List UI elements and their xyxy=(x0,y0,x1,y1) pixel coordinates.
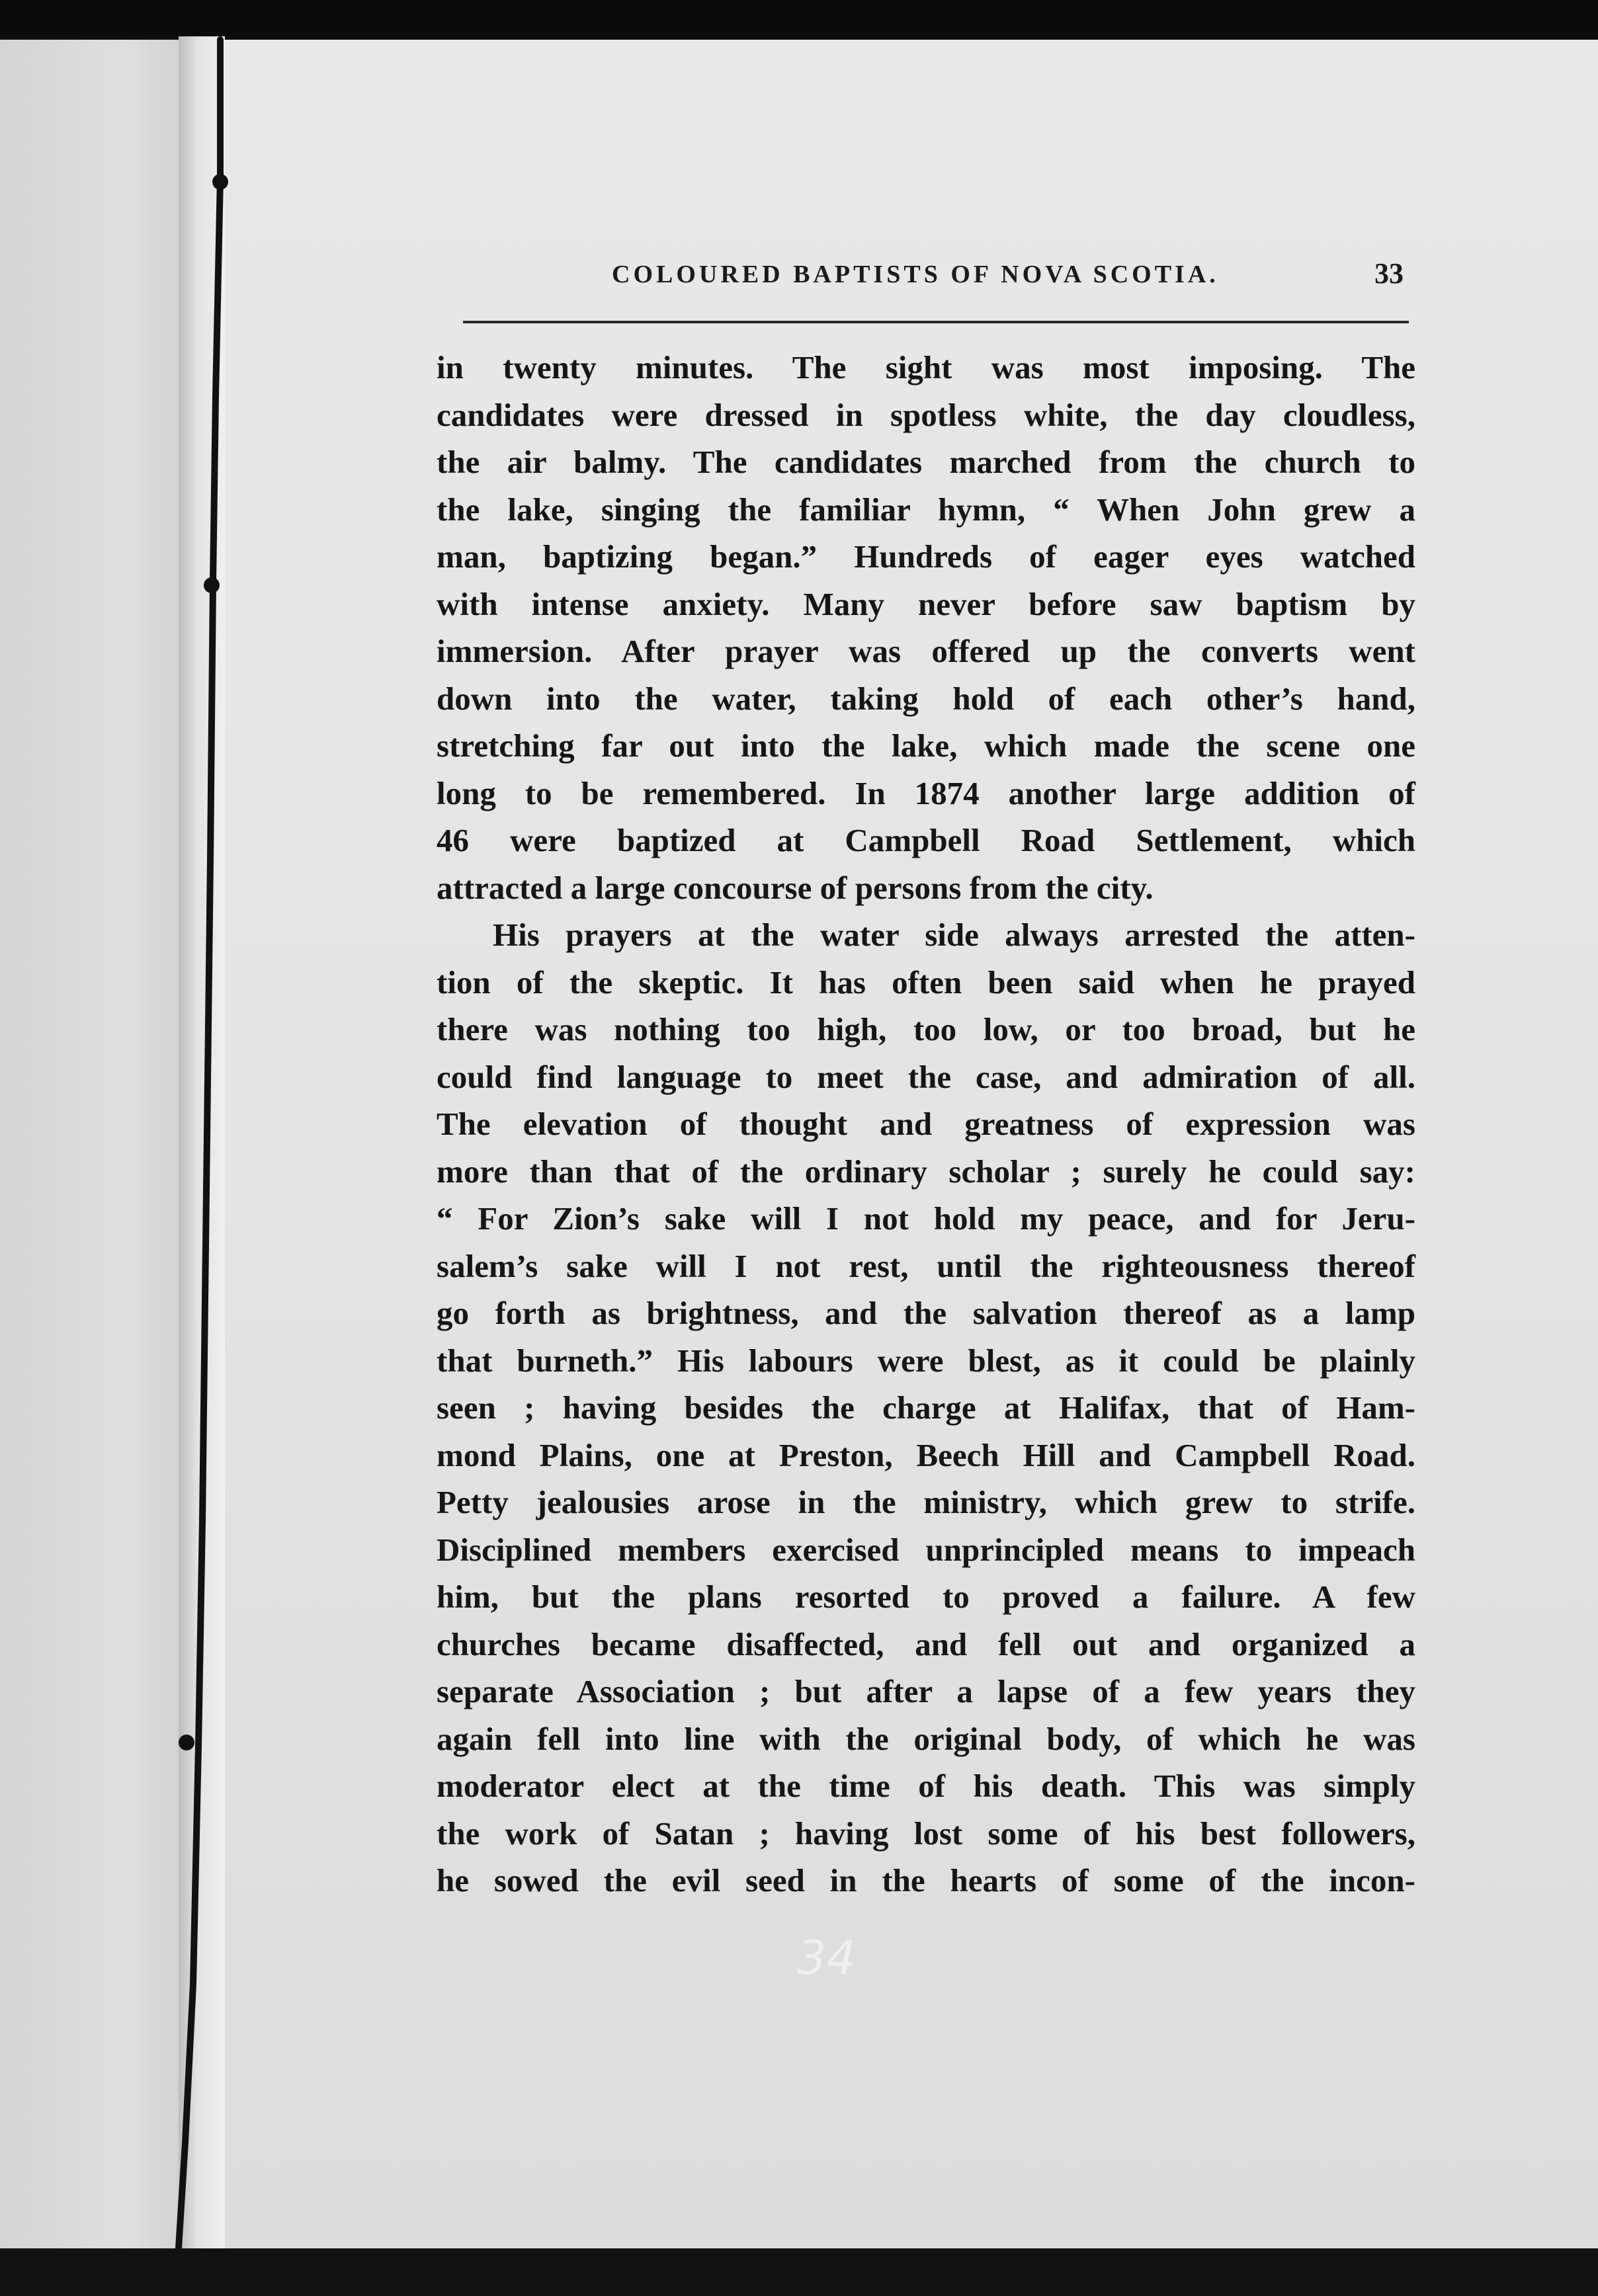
text-line: the work of Satan ; having lost some of his best followers, xyxy=(437,1815,1415,1852)
text-line: mond Plains, one at Preston, Beech Hill and Campbell Road. xyxy=(437,1436,1415,1473)
text-line: go forth as brightness, and the salvation thereof as a lamp xyxy=(437,1295,1415,1331)
text-line: seen ; having besides the charge at Halifax, that of Ham- xyxy=(437,1389,1415,1426)
text-line: in twenty minutes. The sight was most imposing. The xyxy=(437,349,1415,386)
text-line: Disciplined members exercised unprincipled means to impeach xyxy=(437,1531,1415,1568)
text-line: again fell into line with the original body, of which he was xyxy=(437,1720,1415,1757)
text-line: the lake, singing the familiar hymn, “ When John grew a xyxy=(437,491,1415,528)
text-line: moderator elect at the time of his death. This was simply xyxy=(437,1768,1415,1804)
text-line: that burneth.” His labours were blest, as it could be plainly xyxy=(437,1342,1415,1379)
text-line: Petty jealousies arose in the ministry, which grew to strife. xyxy=(437,1484,1415,1520)
text-line: The elevation of thought and greatness of expression was xyxy=(437,1106,1415,1142)
text-line: more than that of the ordinary scholar ; surely he could say: xyxy=(437,1153,1415,1190)
header-rule xyxy=(463,321,1409,323)
running-head: COLOURED BAPTISTS OF NOVA SCOTIA. xyxy=(612,261,1219,288)
page-number: 33 xyxy=(1374,257,1404,290)
text-line: he sowed the evil seed in the hearts of some of the incon- xyxy=(437,1862,1415,1899)
text-line: could find language to meet the case, and admiration of all. xyxy=(437,1058,1415,1095)
text-line: candidates were dressed in spotless white, the day cloudless, xyxy=(437,396,1415,433)
page-fold-shadow xyxy=(179,36,225,2258)
body-text xyxy=(437,344,1415,1905)
text-line: tion of the skeptic. It has often been said when he prayed xyxy=(437,964,1415,1001)
text-line: down into the water, taking hold of each other’s hand, xyxy=(437,680,1415,717)
text-line: man, baptizing began.” Hundreds of eager eyes watched xyxy=(437,538,1415,575)
text-line: salem’s sake will I not rest, until the righteousness thereof xyxy=(437,1247,1415,1284)
text-line: churches became disaffected, and fell out and organized a xyxy=(437,1625,1415,1662)
text-line: “ For Zion’s sake will I not hold my peace, and for Jeru- xyxy=(437,1200,1415,1237)
text-line: with intense anxiety. Many never before saw baptism by xyxy=(437,585,1415,622)
text-line: attracted a large concourse of persons from the city. xyxy=(437,869,1154,906)
scan-bottom-border xyxy=(0,2248,1598,2296)
text-line: separate Association ; but after a lapse of a few years they xyxy=(437,1673,1415,1709)
text-line: immersion. After prayer was offered up the converts went xyxy=(437,633,1415,669)
text-line: there was nothing too high, too low, or too broad, but he xyxy=(437,1011,1415,1047)
handwritten-folio-mark: 34 xyxy=(797,1931,857,1985)
text-line: His prayers at the water side always arrested the atten- xyxy=(493,917,1415,953)
text-line: the air balmy. The candidates marched from the church to xyxy=(437,444,1415,480)
text-line: him, but the plans resorted to proved a failure. A few xyxy=(437,1578,1415,1615)
text-line: long to be remembered. In 1874 another large addition of xyxy=(437,774,1415,811)
text-line: 46 were baptized at Campbell Road Settlement, which xyxy=(437,822,1415,858)
text-line: stretching far out into the lake, which made the scene one xyxy=(437,727,1415,764)
